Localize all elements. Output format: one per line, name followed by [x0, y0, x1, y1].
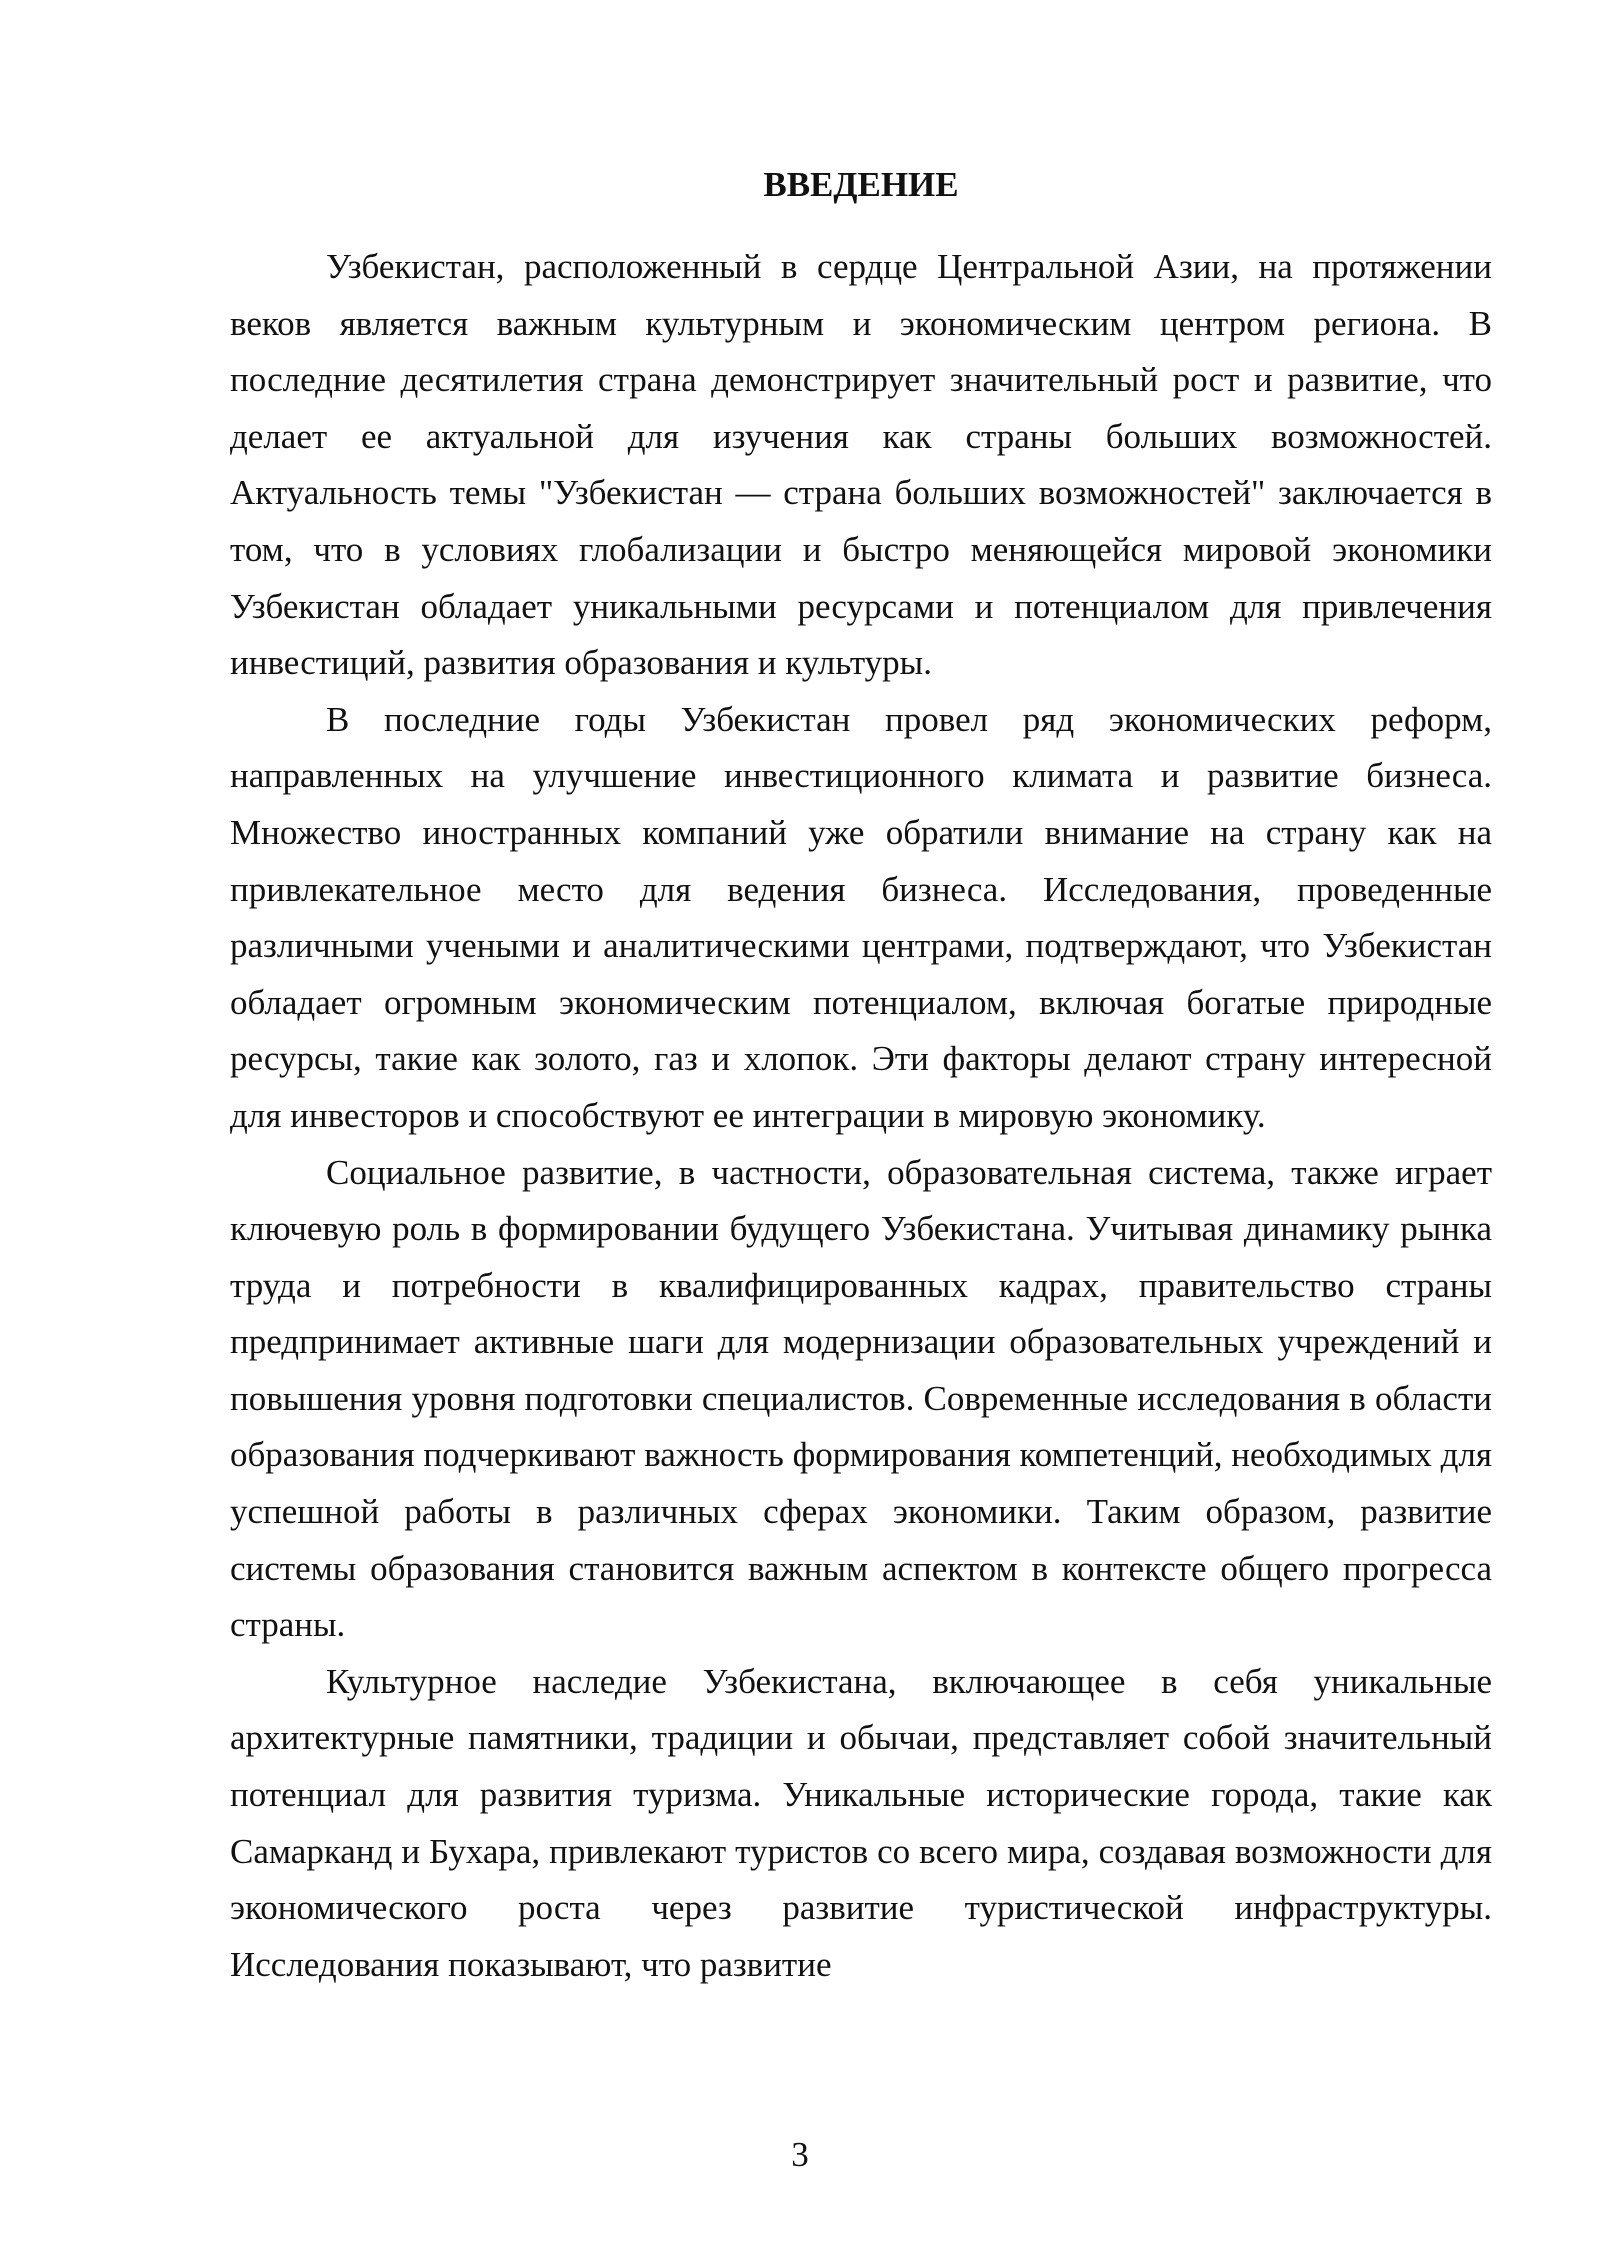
- paragraph-1: Узбекистан, расположенный в сердце Центральной Азии, на протяжении веков является важным культурным и экономическим центром региона. В последние десятилетия страна демонстрирует значительный рост и развитие, что делает ее актуальной для изучения как страны больших возможностей. Актуальность темы "Узбекистан — страна больших возможностей" заключается в том, что в условиях глобализации и быстро меняющейся мировой экономики Узбекистан обладает уникальными ресурсами и потенциалом для привлечения инвестиций, развития образования и культуры.: [230, 247, 1492, 683]
- page-content: [230, 165, 1492, 1993]
- section-heading: ВВЕДЕНИЕ: [763, 165, 959, 204]
- paragraph-4: Культурное наследие Узбекистана, включающее в себя уникальные архитектурные памятники, традиции и обычаи, представляет собой значительный потенциал для развития туризма. Уникальные исторические города, такие как Самарканд и Бухара, привлекают туристов со всего мира, создавая возможности для экономического роста через развитие туристической инфраструктуры. Исследования показывают, что развитие: [230, 1661, 1492, 1984]
- paragraph-3: Социальное развитие, в частности, образовательная система, также играет ключевую роль в формировании будущего Узбекистана. Учитывая динамику рынка труда и потребности в квалифицированных кадрах, правительство страны предпринимает активные шаги для модернизации образовательных учреждений и повышения уровня подготовки специалистов. Современные исследования в области образования подчеркивают важность формирования компетенций, необходимых для успешной работы в различных сферах экономики. Таким образом, развитие системы образования становится важным аспектом в контексте общего прогресса страны.: [230, 1152, 1492, 1645]
- paragraph-2: В последние годы Узбекистан провел ряд экономических реформ, направленных на улучшение инвестиционного климата и развитие бизнеса. Множество иностранных компаний уже обратили внимание на страну как на привлекательное место для ведения бизнеса. Исследования, проведенные различными учеными и аналитическими центрами, подтверждают, что Узбекистан обладает огромным экономическим потенциалом, включая богатые природные ресурсы, такие как золото, газ и хлопок. Эти факторы делают страну интересной для инвесторов и способствуют ее интеграции в мировую экономику.: [230, 699, 1492, 1135]
- page-number: 3: [791, 2135, 809, 2174]
- body-text: [230, 239, 1492, 1993]
